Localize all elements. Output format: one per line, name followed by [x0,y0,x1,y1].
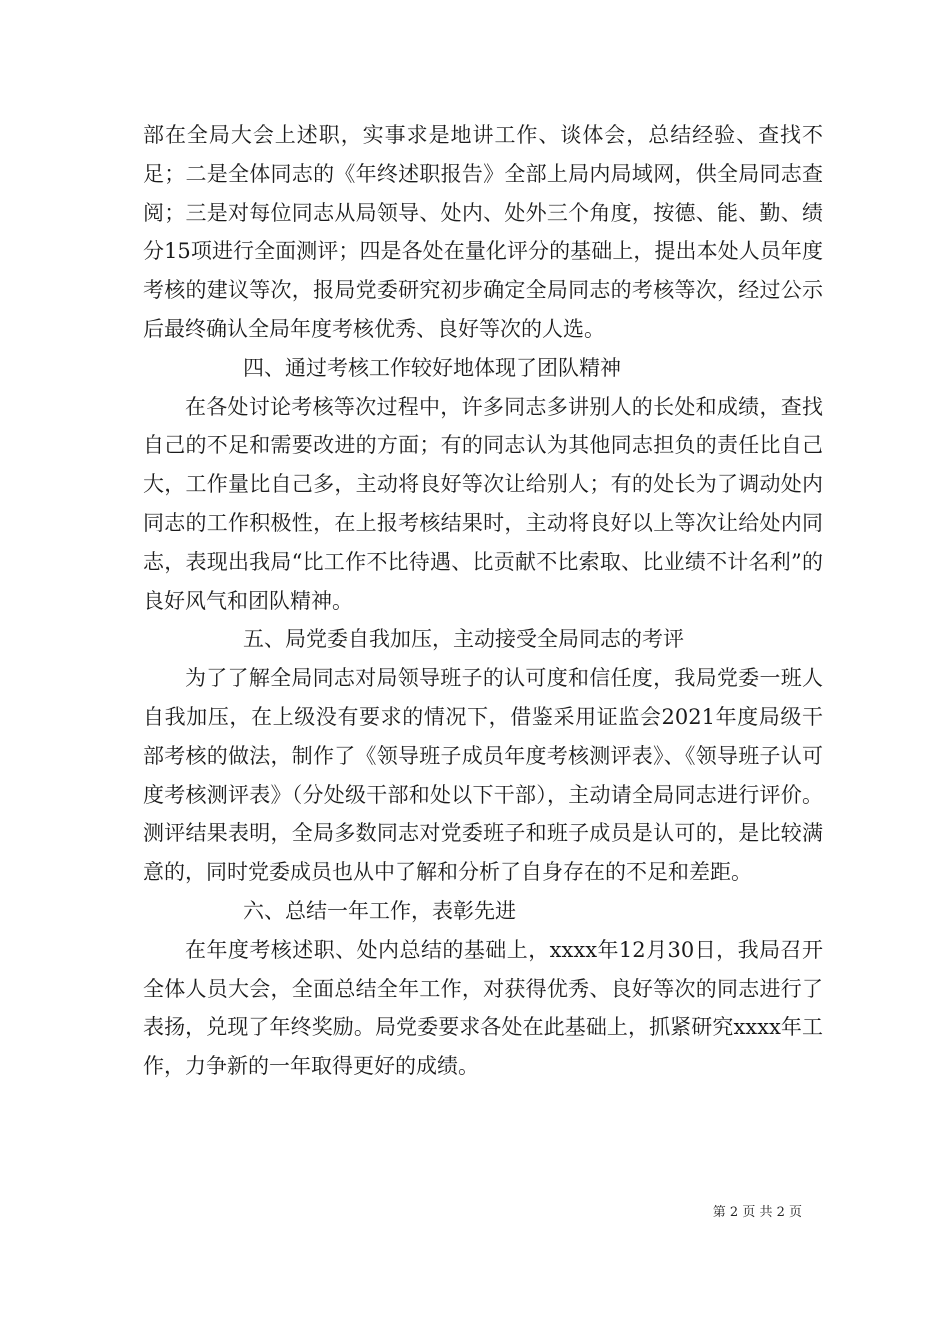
section-heading-4: 四、通过考核工作较好地体现了团队精神 [243,355,621,380]
section-heading-5: 五、局党委自我加压，主动接受全局同志的考评 [243,627,684,652]
page-number-footer: 第 2 页 共 2 页 [712,1205,802,1220]
paragraph-3: 为了了解全局同志对局领导班子的认可度和信任度，我局党委一班人自我加压，在上级没有要求的情况下，借鉴采用证监会2021年度局级干部考核的做法，制作了《领导班子成员年度考核测评表》、《领导班子认可度考核测评表》（分处级干部和处以下干部），主动请全局同志进行评价。测评结果表明，全局多数同志对党委班子和班子成员是认可的，是比较满意的，同时党委成员也从中了解和分析了自身存在的不足和差距。 [143,666,823,885]
paragraph-4: 在年度考核述职、处内总结的基础上，xxxx年12月30日，我局召开全体人员大会，全面总结全年工作，对获得优秀、良好等次的同志进行了表扬，兑现了年终奖励。局党委要求各处在此基础上，抓紧研究xxxx年工作，力争新的一年取得更好的成绩。 [143,937,823,1079]
paragraph-2: 在各处讨论考核等次过程中，许多同志多讲别人的长处和成绩，查找自己的不足和需要改进的方面；有的同志认为其他同志担负的责任比自己大，工作量比自己多，主动将良好等次让给别人；有的处长为了调动处内同志的工作积极性，在上报考核结果时，主动将良好以上等次让给处内同志，表现出我局“比工作不比待遇、比贡献不比索取、比业绩不计名利”的良好风气和团队精神。 [143,394,823,613]
section-heading-6: 六、总结一年工作，表彰先进 [243,898,516,923]
paragraph-1: 部在全局大会上述职，实事求是地讲工作、谈体会，总结经验、查找不足；二是全体同志的《年终述职报告》全部上局内局域网，供全局同志查阅；三是对每位同志从局领导、处内、处外三个角度，按德、能、勤、绩分15项进行全面测评；四是各处在量化评分的基础上，提出本处人员年度考核的建议等次，报局党委研究初步确定全局同志的考核等次，经过公示后最终确认全局年度考核优秀、良好等次的人选。 [143,123,823,341]
document-body [143,116,823,1086]
